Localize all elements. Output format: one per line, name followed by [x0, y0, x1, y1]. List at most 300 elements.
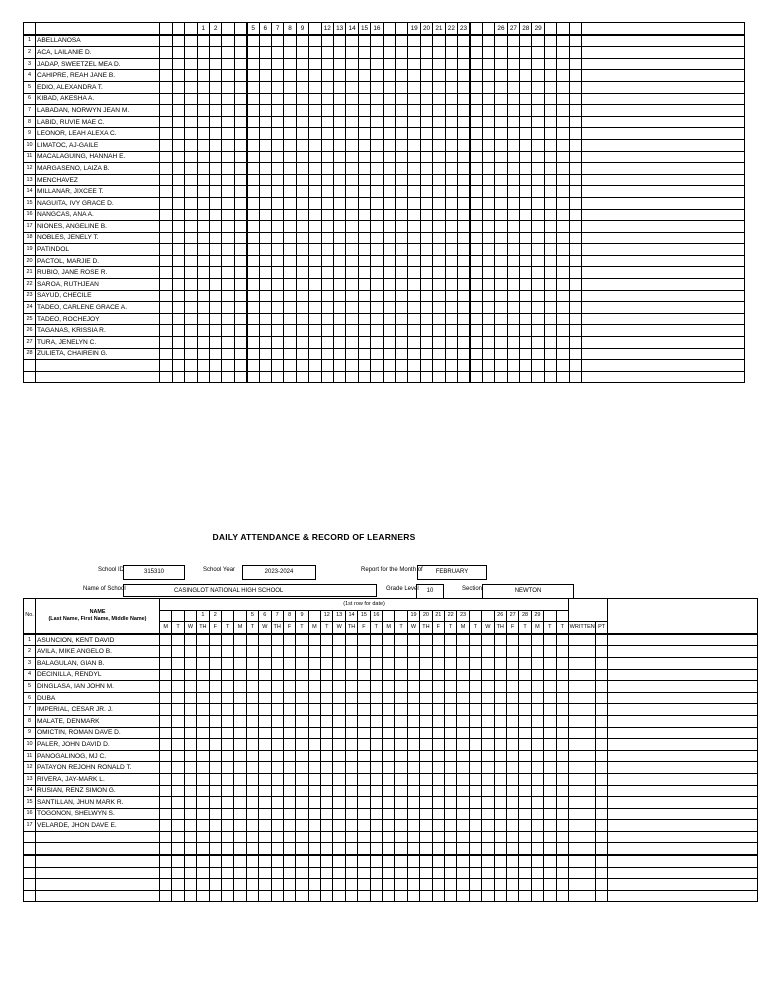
attendance-cell[interactable] [246, 762, 258, 774]
attendance-cell[interactable] [222, 58, 234, 70]
attendance-cell[interactable] [445, 348, 457, 360]
attendance-cell[interactable] [222, 348, 234, 360]
attendance-cell[interactable] [222, 325, 234, 337]
attendance-cell[interactable] [234, 646, 246, 658]
attendance-cell[interactable] [495, 93, 507, 105]
attendance-cell[interactable] [234, 105, 246, 117]
attendance-cell[interactable] [333, 727, 345, 739]
attendance-cell[interactable] [370, 634, 382, 646]
attendance-cell[interactable] [396, 197, 408, 209]
score-cell[interactable] [596, 797, 608, 809]
attendance-cell[interactable] [445, 128, 457, 140]
attendance-cell[interactable] [283, 820, 295, 832]
attendance-cell[interactable] [519, 773, 531, 785]
attendance-cell[interactable] [160, 128, 172, 140]
attendance-cell[interactable] [556, 750, 569, 762]
attendance-cell[interactable] [358, 81, 370, 93]
attendance-cell[interactable] [358, 139, 370, 151]
attendance-cell[interactable] [309, 244, 321, 256]
attendance-cell[interactable] [507, 70, 519, 82]
attendance-cell[interactable] [271, 797, 283, 809]
attendance-cell[interactable] [345, 785, 357, 797]
attendance-cell[interactable] [469, 808, 481, 820]
attendance-cell[interactable] [234, 325, 246, 337]
attendance-cell[interactable] [371, 255, 383, 267]
attendance-cell[interactable] [222, 313, 234, 325]
attendance-cell[interactable] [506, 773, 518, 785]
attendance-cell[interactable] [321, 279, 333, 291]
attendance-cell[interactable] [333, 313, 345, 325]
attendance-cell[interactable] [532, 302, 544, 314]
attendance-cell[interactable] [458, 139, 470, 151]
attendance-cell[interactable] [160, 704, 172, 716]
score-cell[interactable] [569, 773, 596, 785]
attendance-cell[interactable] [234, 255, 246, 267]
attendance-cell[interactable] [209, 174, 221, 186]
attendance-cell[interactable] [469, 750, 481, 762]
attendance-cell[interactable] [396, 35, 408, 47]
attendance-cell[interactable] [469, 762, 481, 774]
attendance-cell[interactable] [197, 313, 209, 325]
score-cell[interactable] [596, 692, 608, 704]
attendance-cell[interactable] [470, 81, 482, 93]
attendance-cell[interactable] [197, 337, 209, 349]
attendance-cell[interactable] [531, 669, 543, 681]
attendance-cell[interactable] [247, 325, 259, 337]
attendance-cell[interactable] [507, 105, 519, 117]
attendance-cell[interactable] [283, 808, 295, 820]
attendance-cell[interactable] [234, 47, 246, 59]
attendance-cell[interactable] [544, 186, 556, 198]
attendance-cell[interactable] [197, 151, 209, 163]
attendance-cell[interactable] [234, 681, 246, 693]
attendance-cell[interactable] [160, 70, 172, 82]
attendance-cell[interactable] [345, 773, 357, 785]
score-cell[interactable] [569, 785, 596, 797]
attendance-cell[interactable] [444, 785, 456, 797]
score-cell[interactable] [569, 820, 596, 832]
attendance-cell[interactable] [544, 93, 556, 105]
attendance-cell[interactable] [184, 727, 196, 739]
attendance-cell[interactable] [433, 255, 445, 267]
attendance-cell[interactable] [197, 762, 209, 774]
attendance-cell[interactable] [209, 35, 221, 47]
attendance-cell[interactable] [271, 186, 283, 198]
attendance-cell[interactable] [185, 221, 197, 233]
attendance-cell[interactable] [383, 808, 395, 820]
attendance-cell[interactable] [309, 325, 321, 337]
attendance-cell[interactable] [407, 634, 419, 646]
attendance-cell[interactable] [407, 750, 419, 762]
attendance-cell[interactable] [296, 785, 308, 797]
attendance-cell[interactable] [458, 290, 470, 302]
attendance-cell[interactable] [433, 93, 445, 105]
attendance-cell[interactable] [172, 139, 184, 151]
attendance-cell[interactable] [432, 739, 444, 751]
attendance-cell[interactable] [531, 646, 543, 658]
attendance-cell[interactable] [246, 750, 258, 762]
attendance-cell[interactable] [234, 279, 246, 291]
attendance-cell[interactable] [420, 116, 432, 128]
attendance-cell[interactable] [358, 290, 370, 302]
attendance-cell[interactable] [209, 773, 221, 785]
attendance-cell[interactable] [309, 163, 321, 175]
attendance-cell[interactable] [160, 646, 172, 658]
attendance-cell[interactable] [544, 128, 556, 140]
attendance-cell[interactable] [321, 692, 333, 704]
attendance-cell[interactable] [197, 325, 209, 337]
attendance-cell[interactable] [433, 302, 445, 314]
attendance-cell[interactable] [383, 267, 395, 279]
attendance-cell[interactable] [283, 785, 295, 797]
attendance-cell[interactable] [420, 151, 432, 163]
attendance-cell[interactable] [444, 681, 456, 693]
attendance-cell[interactable] [259, 81, 271, 93]
attendance-cell[interactable] [433, 70, 445, 82]
attendance-cell[interactable] [308, 634, 320, 646]
attendance-cell[interactable] [333, 70, 345, 82]
attendance-cell[interactable] [470, 116, 482, 128]
attendance-cell[interactable] [197, 646, 209, 658]
attendance-cell[interactable] [482, 174, 494, 186]
attendance-cell[interactable] [469, 681, 481, 693]
attendance-cell[interactable] [246, 808, 258, 820]
attendance-cell[interactable] [433, 197, 445, 209]
attendance-cell[interactable] [246, 820, 258, 832]
attendance-cell[interactable] [234, 785, 246, 797]
attendance-cell[interactable] [506, 820, 518, 832]
attendance-cell[interactable] [333, 302, 345, 314]
attendance-cell[interactable] [160, 290, 172, 302]
attendance-cell[interactable] [482, 197, 494, 209]
attendance-cell[interactable] [507, 209, 519, 221]
attendance-cell[interactable] [308, 773, 320, 785]
attendance-cell[interactable] [160, 773, 172, 785]
attendance-cell[interactable] [507, 244, 519, 256]
attendance-cell[interactable] [408, 35, 420, 47]
attendance-cell[interactable] [160, 47, 172, 59]
attendance-cell[interactable] [271, 232, 283, 244]
attendance-cell[interactable] [321, 186, 333, 198]
attendance-cell[interactable] [185, 255, 197, 267]
attendance-cell[interactable] [444, 773, 456, 785]
attendance-cell[interactable] [458, 209, 470, 221]
attendance-cell[interactable] [296, 634, 308, 646]
attendance-cell[interactable] [247, 279, 259, 291]
attendance-cell[interactable] [345, 739, 357, 751]
attendance-cell[interactable] [371, 221, 383, 233]
attendance-cell[interactable] [432, 646, 444, 658]
attendance-cell[interactable] [556, 657, 569, 669]
attendance-cell[interactable] [284, 290, 296, 302]
attendance-cell[interactable] [420, 302, 432, 314]
attendance-cell[interactable] [396, 163, 408, 175]
attendance-cell[interactable] [172, 727, 184, 739]
attendance-cell[interactable] [234, 313, 246, 325]
attendance-cell[interactable] [420, 808, 432, 820]
attendance-cell[interactable] [569, 267, 581, 279]
attendance-cell[interactable] [160, 81, 172, 93]
attendance-cell[interactable] [420, 209, 432, 221]
attendance-cell[interactable] [445, 174, 457, 186]
attendance-cell[interactable] [494, 657, 506, 669]
attendance-cell[interactable] [396, 267, 408, 279]
attendance-cell[interactable] [296, 820, 308, 832]
attendance-cell[interactable] [544, 151, 556, 163]
attendance-cell[interactable] [482, 634, 494, 646]
attendance-cell[interactable] [556, 797, 569, 809]
attendance-cell[interactable] [445, 93, 457, 105]
attendance-cell[interactable] [309, 128, 321, 140]
attendance-cell[interactable] [185, 348, 197, 360]
attendance-cell[interactable] [420, 105, 432, 117]
attendance-cell[interactable] [507, 93, 519, 105]
attendance-cell[interactable] [383, 681, 395, 693]
attendance-cell[interactable] [532, 267, 544, 279]
attendance-cell[interactable] [432, 750, 444, 762]
attendance-cell[interactable] [321, 35, 333, 47]
attendance-cell[interactable] [358, 808, 370, 820]
attendance-cell[interactable] [296, 739, 308, 751]
attendance-cell[interactable] [469, 739, 481, 751]
attendance-cell[interactable] [532, 255, 544, 267]
attendance-cell[interactable] [321, 348, 333, 360]
attendance-cell[interactable] [396, 105, 408, 117]
attendance-cell[interactable] [445, 151, 457, 163]
attendance-cell[interactable] [457, 704, 469, 716]
attendance-cell[interactable] [309, 139, 321, 151]
attendance-cell[interactable] [458, 105, 470, 117]
attendance-cell[interactable] [333, 290, 345, 302]
attendance-cell[interactable] [246, 773, 258, 785]
attendance-cell[interactable] [333, 808, 345, 820]
attendance-cell[interactable] [544, 750, 556, 762]
attendance-cell[interactable] [271, 93, 283, 105]
attendance-cell[interactable] [172, 290, 184, 302]
attendance-cell[interactable] [333, 646, 345, 658]
attendance-cell[interactable] [321, 70, 333, 82]
attendance-cell[interactable] [408, 70, 420, 82]
attendance-cell[interactable] [197, 105, 209, 117]
attendance-cell[interactable] [482, 290, 494, 302]
attendance-cell[interactable] [358, 197, 370, 209]
score-cell[interactable] [608, 657, 758, 669]
attendance-cell[interactable] [520, 279, 532, 291]
attendance-cell[interactable] [396, 348, 408, 360]
attendance-cell[interactable] [185, 209, 197, 221]
attendance-cell[interactable] [246, 669, 258, 681]
attendance-cell[interactable] [457, 634, 469, 646]
attendance-cell[interactable] [420, 692, 432, 704]
attendance-cell[interactable] [519, 797, 531, 809]
attendance-cell[interactable] [495, 197, 507, 209]
attendance-cell[interactable] [321, 337, 333, 349]
attendance-cell[interactable] [420, 669, 432, 681]
attendance-cell[interactable] [557, 244, 569, 256]
attendance-cell[interactable] [458, 197, 470, 209]
attendance-cell[interactable] [482, 221, 494, 233]
score-cell[interactable] [608, 773, 758, 785]
attendance-cell[interactable] [531, 762, 543, 774]
attendance-cell[interactable] [209, 762, 221, 774]
attendance-cell[interactable] [371, 279, 383, 291]
attendance-cell[interactable] [333, 58, 345, 70]
score-cell[interactable] [608, 669, 758, 681]
attendance-cell[interactable] [520, 348, 532, 360]
attendance-cell[interactable] [532, 348, 544, 360]
grade-level-field[interactable]: 10 [416, 584, 444, 599]
attendance-cell[interactable] [308, 646, 320, 658]
attendance-cell[interactable] [172, 174, 184, 186]
attendance-cell[interactable] [556, 773, 569, 785]
attendance-cell[interactable] [383, 209, 395, 221]
attendance-cell[interactable] [495, 255, 507, 267]
attendance-cell[interactable] [221, 715, 233, 727]
attendance-cell[interactable] [247, 93, 259, 105]
attendance-cell[interactable] [222, 35, 234, 47]
attendance-cell[interactable] [247, 337, 259, 349]
attendance-cell[interactable] [544, 139, 556, 151]
attendance-cell[interactable] [160, 267, 172, 279]
score-cell[interactable] [596, 750, 608, 762]
attendance-cell[interactable] [234, 128, 246, 140]
attendance-cell[interactable] [433, 174, 445, 186]
attendance-cell[interactable] [309, 151, 321, 163]
attendance-cell[interactable] [420, 163, 432, 175]
attendance-cell[interactable] [383, 232, 395, 244]
attendance-cell[interactable] [197, 255, 209, 267]
attendance-cell[interactable] [296, 128, 308, 140]
attendance-cell[interactable] [209, 797, 221, 809]
attendance-cell[interactable] [482, 646, 494, 658]
attendance-cell[interactable] [284, 267, 296, 279]
attendance-cell[interactable] [445, 325, 457, 337]
attendance-cell[interactable] [569, 337, 581, 349]
attendance-cell[interactable] [308, 727, 320, 739]
attendance-cell[interactable] [222, 151, 234, 163]
attendance-cell[interactable] [333, 93, 345, 105]
attendance-cell[interactable] [333, 163, 345, 175]
attendance-cell[interactable] [482, 692, 494, 704]
attendance-cell[interactable] [569, 139, 581, 151]
attendance-cell[interactable] [321, 325, 333, 337]
attendance-cell[interactable] [396, 93, 408, 105]
attendance-cell[interactable] [420, 244, 432, 256]
attendance-cell[interactable] [185, 93, 197, 105]
attendance-cell[interactable] [345, 646, 357, 658]
attendance-cell[interactable] [531, 715, 543, 727]
attendance-cell[interactable] [222, 302, 234, 314]
attendance-cell[interactable] [185, 325, 197, 337]
attendance-cell[interactable] [544, 808, 556, 820]
attendance-cell[interactable] [358, 634, 370, 646]
attendance-cell[interactable] [309, 337, 321, 349]
attendance-cell[interactable] [308, 692, 320, 704]
attendance-cell[interactable] [482, 715, 494, 727]
attendance-cell[interactable] [544, 727, 556, 739]
attendance-cell[interactable] [444, 715, 456, 727]
attendance-cell[interactable] [520, 290, 532, 302]
attendance-cell[interactable] [197, 657, 209, 669]
attendance-cell[interactable] [557, 302, 569, 314]
attendance-cell[interactable] [172, 128, 184, 140]
attendance-cell[interactable] [506, 762, 518, 774]
attendance-cell[interactable] [494, 715, 506, 727]
attendance-cell[interactable] [209, 290, 221, 302]
attendance-cell[interactable] [185, 267, 197, 279]
attendance-cell[interactable] [284, 279, 296, 291]
attendance-cell[interactable] [221, 739, 233, 751]
attendance-cell[interactable] [544, 221, 556, 233]
attendance-cell[interactable] [506, 785, 518, 797]
attendance-cell[interactable] [544, 35, 556, 47]
attendance-cell[interactable] [321, 105, 333, 117]
attendance-cell[interactable] [482, 302, 494, 314]
attendance-cell[interactable] [557, 139, 569, 151]
attendance-cell[interactable] [507, 128, 519, 140]
attendance-cell[interactable] [172, 634, 184, 646]
attendance-cell[interactable] [160, 116, 172, 128]
attendance-cell[interactable] [432, 681, 444, 693]
attendance-cell[interactable] [197, 715, 209, 727]
attendance-cell[interactable] [396, 116, 408, 128]
attendance-cell[interactable] [284, 163, 296, 175]
attendance-cell[interactable] [520, 163, 532, 175]
attendance-cell[interactable] [520, 267, 532, 279]
attendance-cell[interactable] [532, 209, 544, 221]
attendance-cell[interactable] [544, 773, 556, 785]
attendance-cell[interactable] [185, 35, 197, 47]
attendance-cell[interactable] [532, 313, 544, 325]
attendance-cell[interactable] [221, 681, 233, 693]
attendance-cell[interactable] [556, 808, 569, 820]
attendance-cell[interactable] [346, 70, 358, 82]
attendance-cell[interactable] [333, 116, 345, 128]
attendance-cell[interactable] [444, 657, 456, 669]
attendance-cell[interactable] [271, 151, 283, 163]
attendance-cell[interactable] [495, 186, 507, 198]
attendance-cell[interactable] [185, 128, 197, 140]
attendance-cell[interactable] [407, 808, 419, 820]
attendance-cell[interactable] [259, 692, 271, 704]
attendance-cell[interactable] [184, 808, 196, 820]
attendance-cell[interactable] [383, 255, 395, 267]
attendance-cell[interactable] [296, 715, 308, 727]
attendance-cell[interactable] [333, 750, 345, 762]
attendance-cell[interactable] [222, 279, 234, 291]
attendance-cell[interactable] [284, 255, 296, 267]
attendance-cell[interactable] [259, 302, 271, 314]
attendance-cell[interactable] [407, 762, 419, 774]
attendance-cell[interactable] [259, 267, 271, 279]
attendance-cell[interactable] [494, 820, 506, 832]
attendance-cell[interactable] [544, 70, 556, 82]
attendance-cell[interactable] [333, 232, 345, 244]
attendance-cell[interactable] [495, 337, 507, 349]
attendance-cell[interactable] [309, 197, 321, 209]
attendance-cell[interactable] [482, 81, 494, 93]
attendance-cell[interactable] [247, 186, 259, 198]
attendance-cell[interactable] [506, 681, 518, 693]
attendance-cell[interactable] [259, 279, 271, 291]
attendance-cell[interactable] [396, 325, 408, 337]
attendance-cell[interactable] [283, 704, 295, 716]
attendance-cell[interactable] [544, 669, 556, 681]
attendance-cell[interactable] [383, 290, 395, 302]
attendance-cell[interactable] [458, 221, 470, 233]
attendance-cell[interactable] [495, 163, 507, 175]
attendance-cell[interactable] [569, 81, 581, 93]
